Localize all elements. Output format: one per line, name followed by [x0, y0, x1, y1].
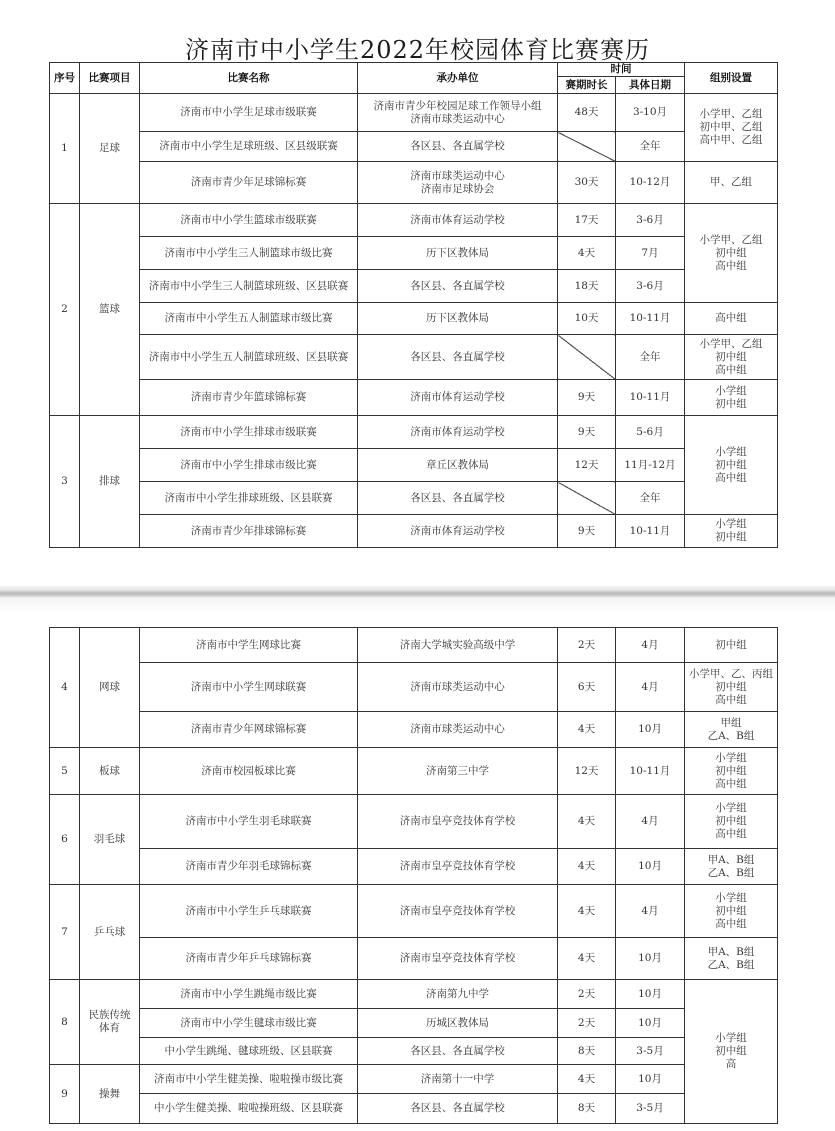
event-name: 济南市中小学生羽毛球联赛 — [140, 795, 358, 849]
event-groups: 小学组 初中组 高中组 — [685, 885, 778, 938]
table-row — [50, 449, 778, 482]
event-duration: 4天 — [558, 938, 616, 980]
row-no: 2 — [50, 204, 80, 416]
event-name: 济南市中小学生排球市级比赛 — [140, 449, 358, 482]
event-host: 济南市皇亭竞技体育学校 — [358, 795, 558, 849]
event-name: 济南市中小学生网球联赛 — [140, 663, 358, 712]
row-no: 1 — [50, 94, 80, 204]
row-sport: 民族传统 体育 — [80, 980, 140, 1065]
row-no: 4 — [50, 628, 80, 748]
table-row — [50, 1038, 778, 1065]
header-no: 序号 — [50, 63, 80, 94]
row-sport: 乒乓球 — [80, 885, 140, 980]
row-sport: 操舞 — [80, 1065, 140, 1124]
event-groups: 小学甲、乙组 初中组 高中组 — [685, 204, 778, 303]
event-dates: 3-5月 — [616, 1038, 685, 1065]
schedule-table-page-1 — [49, 62, 778, 548]
event-duration: 4天 — [558, 885, 616, 938]
duration-not-applicable — [558, 335, 616, 380]
event-name: 济南市中小学生三人制篮球市级比赛 — [140, 237, 358, 270]
event-name: 济南市中小学生乒乓球联赛 — [140, 885, 358, 938]
event-name: 济南市中小学生健美操、啦啦操市级比赛 — [140, 1065, 358, 1094]
event-dates: 3-6月 — [616, 270, 685, 303]
event-groups: 小学组 初中组 — [685, 515, 778, 548]
event-duration: 12天 — [558, 449, 616, 482]
table-row — [50, 1094, 778, 1124]
event-duration: 2天 — [558, 980, 616, 1009]
event-host: 济南市球类运动中心 — [358, 712, 558, 748]
event-host: 济南市体育运动学校 — [358, 204, 558, 237]
header-name: 比赛名称 — [140, 63, 358, 94]
event-host: 济南市体育运动学校 — [358, 515, 558, 548]
event-name: 济南市中小学生篮球市级联赛 — [140, 204, 358, 237]
event-duration: 10天 — [558, 303, 616, 335]
row-sport: 羽毛球 — [80, 795, 140, 885]
table-row — [50, 748, 778, 795]
event-groups: 小学组 初中组 高中组 — [685, 795, 778, 849]
event-dates: 10月 — [616, 849, 685, 885]
event-host: 各区县、各直属学校 — [358, 335, 558, 380]
event-duration: 9天 — [558, 416, 616, 449]
row-sport: 网球 — [80, 628, 140, 748]
event-duration: 9天 — [558, 515, 616, 548]
event-groups: 小学组 初中组 高 — [685, 980, 778, 1124]
event-name: 济南市中小学生五人制篮球班级、区县联赛 — [140, 335, 358, 380]
event-groups: 小学甲、乙组 初中组 高中组 — [685, 335, 778, 380]
table-row — [50, 94, 778, 132]
event-dates: 10-11月 — [616, 748, 685, 795]
event-dates: 3-10月 — [616, 94, 685, 132]
table-row — [50, 303, 778, 335]
event-groups: 小学甲、乙、丙组 初中组 高中组 — [685, 663, 778, 712]
event-dates: 10月 — [616, 1065, 685, 1094]
event-groups: 高中组 — [685, 303, 778, 335]
event-duration: 4天 — [558, 1065, 616, 1094]
duration-not-applicable — [558, 482, 616, 515]
table-row — [50, 1009, 778, 1038]
event-dates: 全年 — [616, 482, 685, 515]
event-name: 济南市中小学生五人制篮球市级比赛 — [140, 303, 358, 335]
event-name: 济南市中小学生排球市级联赛 — [140, 416, 358, 449]
table-row — [50, 849, 778, 885]
event-dates: 7月 — [616, 237, 685, 270]
event-dates: 10-11月 — [616, 380, 685, 416]
table-row — [50, 380, 778, 416]
event-name: 济南市青少年排球锦标赛 — [140, 515, 358, 548]
event-duration: 8天 — [558, 1094, 616, 1124]
event-dates: 4月 — [616, 628, 685, 663]
page-separator — [0, 586, 835, 612]
event-host: 济南市皇亭竞技体育学校 — [358, 885, 558, 938]
header-time: 时间 — [558, 63, 685, 77]
table-row — [50, 132, 778, 162]
table-row — [50, 663, 778, 712]
row-no: 5 — [50, 748, 80, 795]
event-name: 中小学生跳绳、毽球班级、区县联赛 — [140, 1038, 358, 1065]
event-dates: 4月 — [616, 663, 685, 712]
event-host: 各区县、各直属学校 — [358, 270, 558, 303]
row-no: 6 — [50, 795, 80, 885]
event-groups: 甲、乙组 — [685, 162, 778, 204]
event-host: 济南第十一中学 — [358, 1065, 558, 1094]
event-name: 济南市中小学生毽球市级比赛 — [140, 1009, 358, 1038]
event-host: 济南第三中学 — [358, 748, 558, 795]
event-name: 济南市青少年足球锦标赛 — [140, 162, 358, 204]
event-host: 济南市球类运动中心 济南市足球协会 — [358, 162, 558, 204]
event-name: 济南市中小学生足球市级联赛 — [140, 94, 358, 132]
event-dates: 全年 — [616, 335, 685, 380]
table-row — [50, 482, 778, 515]
event-name: 中小学生健美操、啦啦操班级、区县联赛 — [140, 1094, 358, 1124]
event-name: 济南市中小学生跳绳市级比赛 — [140, 980, 358, 1009]
event-dates: 10月 — [616, 938, 685, 980]
event-duration: 4天 — [558, 795, 616, 849]
event-host: 历下区教体局 — [358, 303, 558, 335]
event-groups: 初中组 — [685, 628, 778, 663]
table-row — [50, 162, 778, 204]
event-dates: 4月 — [616, 885, 685, 938]
table-row — [50, 515, 778, 548]
event-dates: 5-6月 — [616, 416, 685, 449]
table-row — [50, 712, 778, 748]
header-sport: 比赛项目 — [80, 63, 140, 94]
event-groups: 小学组 初中组 — [685, 380, 778, 416]
event-duration: 9天 — [558, 380, 616, 416]
row-sport: 板球 — [80, 748, 140, 795]
event-groups: 小学组 初中组 高中组 — [685, 748, 778, 795]
event-host: 济南市体育运动学校 — [358, 380, 558, 416]
table-row — [50, 1065, 778, 1094]
event-dates: 10-11月 — [616, 303, 685, 335]
event-name: 济南市青少年篮球锦标赛 — [140, 380, 358, 416]
table-row — [50, 938, 778, 980]
event-groups: 甲组 乙A、B组 — [685, 712, 778, 748]
event-groups: 小学甲、乙组 初中甲、乙组 高中甲、乙组 — [685, 94, 778, 162]
event-duration: 6天 — [558, 663, 616, 712]
event-host: 济南市皇亭竞技体育学校 — [358, 849, 558, 885]
header-duration: 赛期时长 — [558, 77, 616, 94]
row-no: 3 — [50, 416, 80, 548]
row-sport: 足球 — [80, 94, 140, 204]
event-dates: 10月 — [616, 712, 685, 748]
header-groups: 组别设置 — [685, 63, 778, 94]
row-sport: 篮球 — [80, 204, 140, 416]
event-groups: 甲A、B组 乙A、B组 — [685, 938, 778, 980]
event-duration: 17天 — [558, 204, 616, 237]
event-host: 各区县、各直属学校 — [358, 1038, 558, 1065]
event-name: 济南市中学生网球比赛 — [140, 628, 358, 663]
table-row — [50, 416, 778, 449]
table-row — [50, 885, 778, 938]
event-dates: 10-12月 — [616, 162, 685, 204]
event-groups: 小学组 初中组 高中组 — [685, 416, 778, 515]
event-name: 济南市青少年羽毛球锦标赛 — [140, 849, 358, 885]
event-dates: 10月 — [616, 980, 685, 1009]
event-host: 济南大学城实验高级中学 — [358, 628, 558, 663]
event-host: 济南市皇亭竞技体育学校 — [358, 938, 558, 980]
table-row — [50, 237, 778, 270]
event-dates: 11月-12月 — [616, 449, 685, 482]
event-host: 济南市青少年校园足球工作领导小组 济南市球类运动中心 — [358, 94, 558, 132]
event-host: 济南市球类运动中心 — [358, 663, 558, 712]
event-duration: 2天 — [558, 628, 616, 663]
event-host: 各区县、各直属学校 — [358, 482, 558, 515]
event-dates: 全年 — [616, 132, 685, 162]
schedule-table-page-2 — [49, 627, 778, 1124]
event-duration: 48天 — [558, 94, 616, 132]
row-sport: 排球 — [80, 416, 140, 548]
row-no: 7 — [50, 885, 80, 980]
event-name: 济南市校园板球比赛 — [140, 748, 358, 795]
event-duration: 4天 — [558, 712, 616, 748]
event-name: 济南市中小学生三人制篮球班级、区县联赛 — [140, 270, 358, 303]
row-no: 8 — [50, 980, 80, 1065]
header-dates: 具体日期 — [616, 77, 685, 94]
event-name: 济南市中小学生足球班级、区县级联赛 — [140, 132, 358, 162]
event-host: 章丘区教体局 — [358, 449, 558, 482]
event-host: 济南市体育运动学校 — [358, 416, 558, 449]
event-host: 各区县、各直属学校 — [358, 1094, 558, 1124]
event-dates: 3-6月 — [616, 204, 685, 237]
event-dates: 10月 — [616, 1009, 685, 1038]
event-duration: 30天 — [558, 162, 616, 204]
table-row — [50, 795, 778, 849]
event-name: 济南市青少年网球锦标赛 — [140, 712, 358, 748]
event-dates: 10-11月 — [616, 515, 685, 548]
event-duration: 4天 — [558, 849, 616, 885]
event-host: 历下区教体局 — [358, 237, 558, 270]
event-name: 济南市青少年乒乓球锦标赛 — [140, 938, 358, 980]
table-row — [50, 335, 778, 380]
duration-not-applicable — [558, 132, 616, 162]
event-duration: 2天 — [558, 1009, 616, 1038]
event-dates: 4月 — [616, 795, 685, 849]
table-row — [50, 204, 778, 237]
table-row — [50, 628, 778, 663]
header-host: 承办单位 — [358, 63, 558, 94]
table-row — [50, 980, 778, 1009]
event-host: 各区县、各直属学校 — [358, 132, 558, 162]
event-duration: 18天 — [558, 270, 616, 303]
event-duration: 4天 — [558, 237, 616, 270]
event-host: 济南第九中学 — [358, 980, 558, 1009]
event-name: 济南市中小学生排球班级、区县联赛 — [140, 482, 358, 515]
event-duration: 8天 — [558, 1038, 616, 1065]
event-duration: 12天 — [558, 748, 616, 795]
row-no: 9 — [50, 1065, 80, 1124]
event-groups: 甲A、B组 乙A、B组 — [685, 849, 778, 885]
table-row — [50, 270, 778, 303]
page-title: 济南市中小学生2022年校园体育比赛赛历 — [184, 36, 651, 64]
event-dates: 3-5月 — [616, 1094, 685, 1124]
event-host: 历城区教体局 — [358, 1009, 558, 1038]
